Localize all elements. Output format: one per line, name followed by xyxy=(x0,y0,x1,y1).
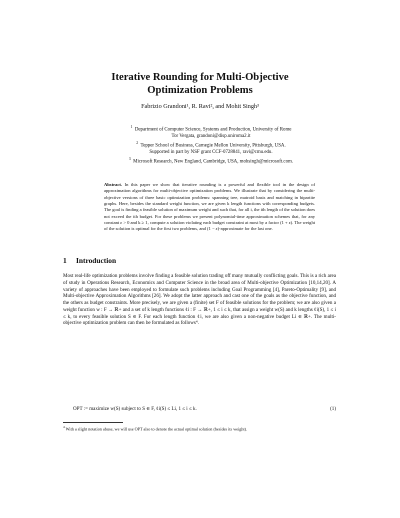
section-number: 1 xyxy=(63,256,67,265)
affiliation-mark: 2 xyxy=(136,141,139,146)
footnote xyxy=(63,425,336,432)
abstract xyxy=(104,182,315,233)
affiliation-line: Tor Vergata, grandoni@disp.uniroma2.it xyxy=(171,133,251,139)
affiliation-mark: 1 xyxy=(130,125,133,129)
title-line-1: Iterative Rounding for Multi-Objective xyxy=(111,72,289,83)
equation-body: OPT := maximize w(S) subject to S ∈ F, ℓi(S) ≤ Li, 1 ≤ i ≤ k. xyxy=(73,406,197,412)
author-list: Fabrizio Grandoni¹, R. Ravi², and Mohit Singh³ xyxy=(141,103,259,110)
affiliation-line: Microsoft Research, New England, Cambridge, USA, mohsingh@microsoft.com. xyxy=(133,160,294,166)
affiliation-line: Tepper School of Business, Carnegie Mellon University, Pittsburgh, USA. xyxy=(140,143,286,149)
affiliation-line: Supported in part by NSF grant CCF-0728841, ravi@cmu.edu. xyxy=(149,150,273,156)
abstract-text: In this paper we show that iterative rounding is a powerful and flexible tool in the design of approximation algorithms for multi-objective optimization problems. We illustrate that by considering the multi-objective versions of three basic optimization problems: spanning tree, matroid basis and matching in bipartite graphs. Here, besides the standard weight function, we are given k length functions with corresponding budgets. The goal is finding a feasible solution of maximum weight and such that, for all i, the ith length of the solution does not exceed the ith budget. For these problems we present polynomial-time approximation schemes that, for any constant ε > 0 and k ≥ 1, compute a solution violating each budget constraint at most by a factor (1 + ε). The weight of the solution is optimal for the first two problems, and (1 − ε)-approximate for the last one. xyxy=(104,182,315,232)
abstract-label: Abstract. xyxy=(104,182,123,187)
paper-title xyxy=(0,71,400,97)
affiliations xyxy=(86,124,336,166)
footnote-rule xyxy=(63,422,123,423)
affiliation-mark: 3 xyxy=(128,157,131,162)
section-heading xyxy=(63,256,116,265)
equation-number: (1) xyxy=(330,406,336,412)
footnote-text: With a slight notation abuse, we will use OPT also to denote the actual optimal solution (besides its weight). xyxy=(65,426,248,432)
footnote-mark: 4 xyxy=(63,425,65,429)
intro-paragraph: Most real-life optimization problems involve finding a feasible solution trading off many mutually conflicting goals. This is a rich area of study in Operations Research, Economics and Computer Science in the broad area of Multi-objective Optimization [10,14,20]. A variety of approaches have been employed to formulate such problems including Goal Programming [4], Pareto-Optimality [9], and Multi-objective Approximation Algorithms [26]. We adopt the latter approach and cast one of the goals as the objective function, and the others as budget constraints. More precisely, we are given a (finite) set F of feasible solutions for the problem; we are also given a weight function w : F → ℝ+ and a set of k length functions ℓi : F → ℝ+, 1 ≤ i ≤ k, that assign a weight w(S) and k lengths ℓi(S), 1 ≤ i ≤ k, to every feasible solution S ∈ F. For each length function ℓi, we are also given a non-negative budget Li ∈ ℝ+. The multi-objective optimization problem can then be formulated as follows⁴. xyxy=(63,273,336,327)
section-title: Introduction xyxy=(76,256,117,265)
affiliation-2 xyxy=(86,140,336,156)
intro-body xyxy=(63,273,336,327)
affiliation-line: Department of Computer Science, Systems and Production, University of Rome xyxy=(134,127,292,133)
title-line-2: Optimization Problems xyxy=(147,85,253,96)
affiliation-1 xyxy=(86,124,336,140)
affiliation-3 xyxy=(86,156,336,166)
